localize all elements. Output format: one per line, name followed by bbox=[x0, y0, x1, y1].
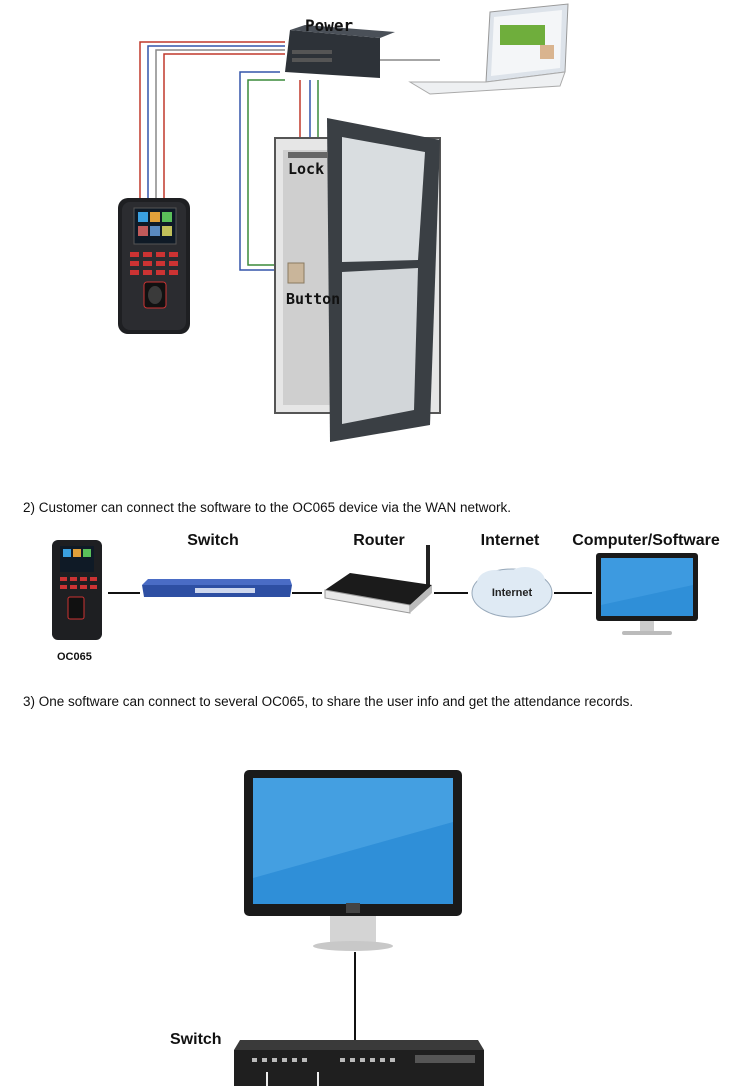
wire-bundle-terminal bbox=[140, 42, 285, 205]
cloud-icon bbox=[472, 567, 552, 617]
terminal-icon bbox=[52, 540, 102, 640]
computer-label: Computer/Software bbox=[572, 532, 720, 549]
terminal-label: OC065 bbox=[57, 651, 92, 663]
switch-icon bbox=[142, 579, 292, 597]
multi-device-diagram bbox=[0, 760, 750, 1086]
network-chain bbox=[0, 535, 750, 650]
router-icon bbox=[325, 545, 432, 613]
monitor-icon bbox=[596, 553, 698, 635]
door-leaf bbox=[327, 118, 440, 442]
button-label: Button bbox=[286, 290, 341, 308]
section2-caption: 2) Customer can connect the software to the OC065 device via the WAN network. bbox=[23, 500, 511, 515]
monitor-large-icon bbox=[244, 770, 462, 951]
switch-label: Switch bbox=[187, 532, 239, 549]
laptop-icon bbox=[410, 4, 568, 94]
power-label: Power bbox=[305, 16, 354, 35]
cloud-text: Internet bbox=[491, 587, 533, 599]
internet-label: Internet bbox=[480, 532, 540, 549]
lock-label: Lock bbox=[288, 160, 325, 178]
exit-button-icon bbox=[288, 263, 304, 283]
section3-caption: 3) One software can connect to several OC065, to share the user info and get the attendance records. bbox=[23, 694, 634, 709]
section3-switch-label: Switch bbox=[170, 1031, 222, 1048]
rack-switch-icon bbox=[234, 1040, 484, 1086]
lock-strip bbox=[288, 152, 328, 158]
fingerprint-terminal bbox=[118, 198, 190, 334]
router-label: Router bbox=[353, 532, 405, 549]
wiring-diagram bbox=[0, 0, 750, 460]
